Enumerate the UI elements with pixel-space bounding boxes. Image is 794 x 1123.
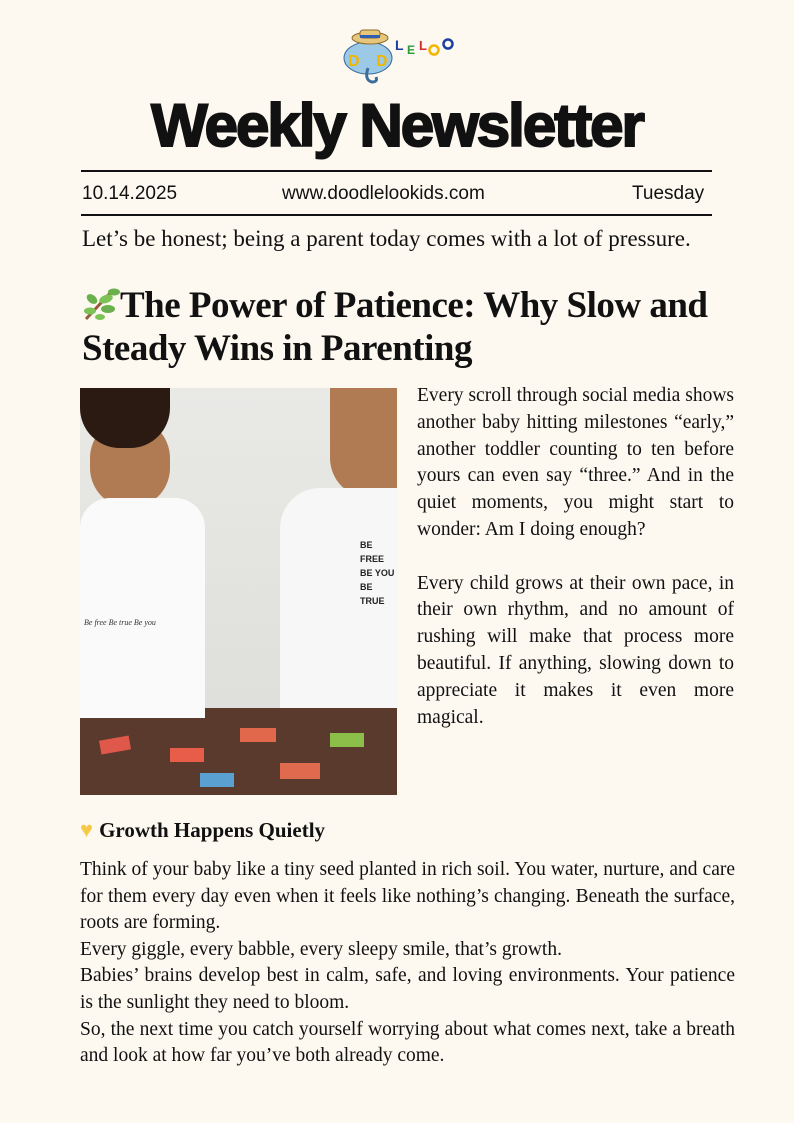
website-link[interactable]: www.doodlelookids.com — [282, 183, 485, 204]
divider — [81, 170, 712, 172]
section-heading-text: Growth Happens Quietly — [99, 818, 326, 842]
article-headline — [82, 284, 732, 370]
svg-text:L: L — [419, 38, 427, 53]
svg-text:D: D — [348, 53, 360, 70]
yellow-heart-icon: ♥ — [80, 817, 94, 842]
divider — [81, 214, 712, 216]
headline-text: The Power of Patience: Why Slow and Steady Wins in Parenting — [82, 285, 708, 369]
intro-text: Let’s be honest; being a parent today comes with a lot of pressure. — [82, 226, 691, 251]
svg-text:L: L — [395, 37, 404, 53]
weekday: Tuesday — [632, 183, 705, 204]
newsletter-title: Weekly Newsletter — [151, 92, 643, 159]
issue-date: 10.14.2025 — [82, 183, 178, 204]
leaf-branch-icon — [82, 287, 120, 321]
children-playing-photo — [80, 388, 397, 795]
doodleloo-logo — [338, 22, 462, 84]
shirt-text-right: BE FREE BE YOU BE TRUE — [360, 540, 395, 606]
paragraph: Every scroll through social media shows another baby hitting milestones “early,” another toddler counting to ten before yours can even say “three.” And in the quiet moments, you might start to wonder: Am I doing enough? — [417, 385, 734, 540]
article-column — [417, 383, 734, 758]
svg-text:E: E — [407, 43, 416, 57]
section-heading — [80, 815, 325, 845]
svg-text:D: D — [376, 53, 388, 70]
paragraph: Think of your baby like a tiny seed planted in rich soil. You water, nurture, and care for them every day even when it feels like nothing’s changing. Beneath the surface, roots are forming. — [80, 859, 735, 934]
paragraph: So, the next time you catch yourself worrying about what comes next, take a breath and look at how far you’ve both already come. — [80, 1018, 735, 1067]
paragraph: Babies’ brains develop best in calm, safe, and loving environments. Your patience is the sunlight they need to bloom. — [80, 965, 735, 1013]
shirt-text-left: Be free Be true Be you — [84, 618, 156, 627]
section-body — [80, 857, 735, 1070]
paragraph: Every giggle, every babble, every sleepy smile, that’s growth. — [80, 938, 562, 960]
paragraph: Every child grows at their own pace, in their own rhythm, and no amount of rushing will make that process more beautiful. If anything, slowing down to appreciate it makes it even more magical. — [417, 572, 734, 728]
